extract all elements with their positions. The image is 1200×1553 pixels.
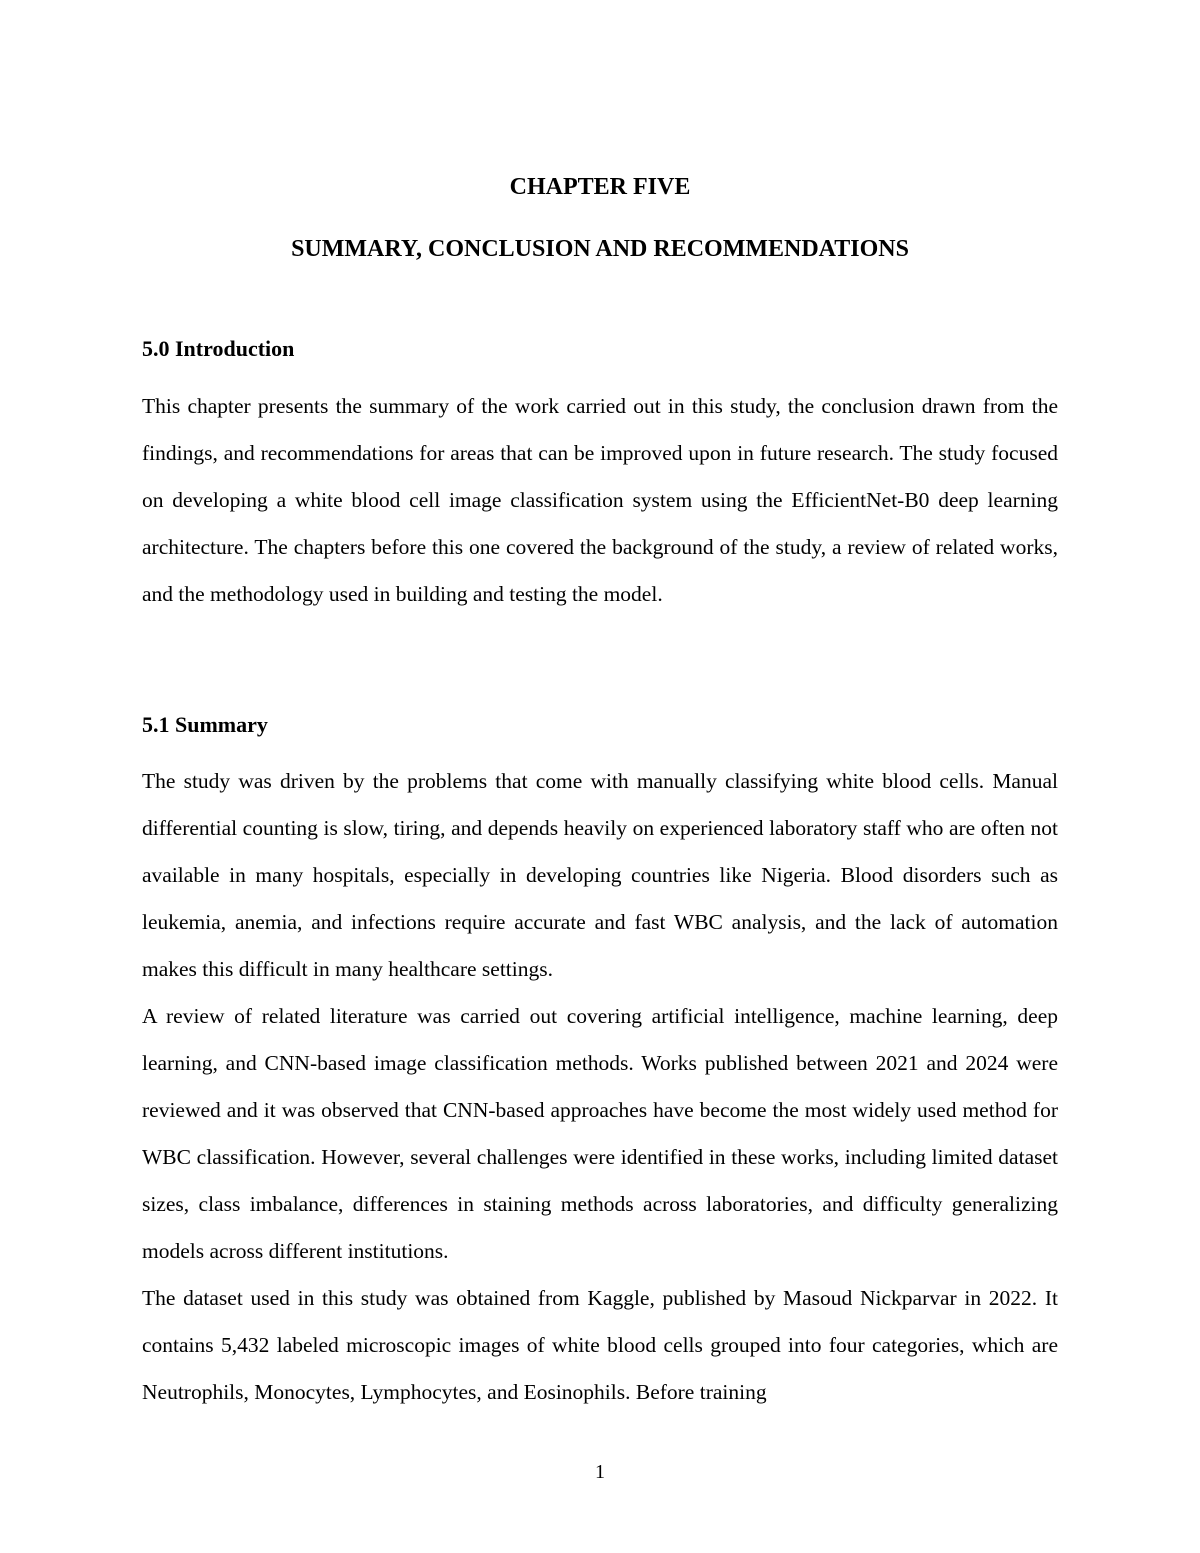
- paragraph-summary-1: The study was driven by the problems that come with manually classifying white blood cells. Manual differential counting is slow, tiring, and depends heavily on experienced laboratory staff who are often not available in many hospitals, especially in developing countries like Nigeria. Blood disorders such as leukemia, anemia, and infections require accurate and fast WBC analysis, and the lack of automation makes this difficult in many healthcare settings.: [142, 769, 1058, 981]
- page-number: 1: [595, 1461, 605, 1483]
- section-heading-summary: 5.1 Summary: [142, 712, 268, 737]
- paragraph-summary-3: The dataset used in this study was obtained from Kaggle, published by Masoud Nickparvar in 2022. It contains 5,432 labeled microscopic images of white blood cells grouped into four categories, which are Neutrophils, Monocytes, Lymphocytes, and Eosinophils. Before training: [142, 1286, 1058, 1404]
- paragraph-introduction: This chapter presents the summary of the work carried out in this study, the conclusion drawn from the findings, and recommendations for areas that can be improved upon in future research. The study focused on developing a white blood cell image classification system using the EfficientNet-B0 deep learning architecture. The chapters before this one covered the background of the study, a review of related works, and the methodology used in building and testing the model.: [142, 394, 1058, 606]
- chapter-subtitle: SUMMARY, CONCLUSION AND RECOMMENDATIONS: [291, 236, 909, 262]
- section-heading-introduction: 5.0 Introduction: [142, 336, 295, 361]
- paragraph-summary-2: A review of related literature was carried out covering artificial intelligence, machine learning, deep learning, and CNN-based image classification methods. Works published between 2021 and 2024 were reviewed and it was observed that CNN-based approaches have become the most widely used method for WBC classification. However, several challenges were identified in these works, including limited dataset sizes, class imbalance, differences in staining methods across laboratories, and difficulty generalizing models across different institutions.: [142, 1004, 1058, 1263]
- chapter-title: CHAPTER FIVE: [509, 174, 691, 200]
